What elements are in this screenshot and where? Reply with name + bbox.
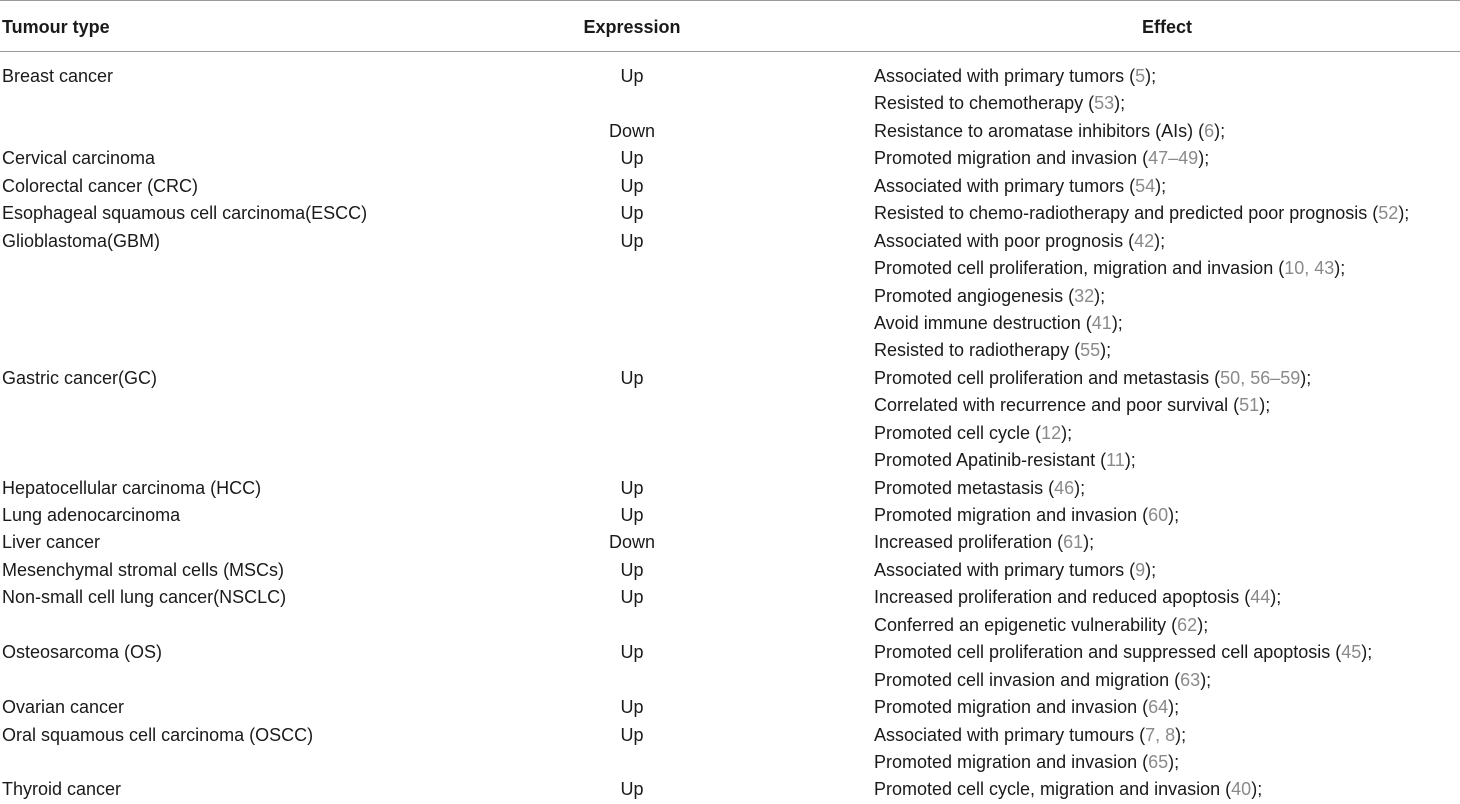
effect-text-end: ); xyxy=(1361,642,1373,663)
cell-expression: Up xyxy=(620,642,644,663)
effect-text-end: ); xyxy=(1074,477,1086,498)
effect-text-end: ); xyxy=(1300,367,1312,388)
table-row xyxy=(0,776,1460,803)
cell-effect xyxy=(874,255,1345,282)
effect-text: Conferred an epigenetic vulnerability ( xyxy=(874,614,1178,635)
effect-text: Associated with poor prognosis ( xyxy=(874,230,1135,251)
effect-text: Promoted cell cycle ( xyxy=(874,422,1042,443)
table-row xyxy=(0,118,1460,145)
cell-expression: Up xyxy=(620,477,644,498)
cell-tumour-type: Ovarian cancer xyxy=(2,697,125,718)
effect-text-end: ); xyxy=(1154,230,1166,251)
cell-expression: Up xyxy=(620,724,644,745)
table-row xyxy=(0,667,1460,694)
effect-text: Promoted migration and invasion ( xyxy=(874,505,1149,525)
effect-text-end: ); xyxy=(1251,779,1263,800)
cell-tumour-type: Breast cancer xyxy=(2,66,114,86)
cell-effect xyxy=(874,145,1209,172)
table-row xyxy=(0,63,1460,90)
table-row xyxy=(0,90,1460,117)
effect-text-end: ); xyxy=(1197,614,1209,635)
effect-text: Resisted to chemo-radiotherapy and predicted poor prognosis ( xyxy=(874,203,1379,224)
cell-effect xyxy=(874,228,1165,255)
reference-link[interactable]: 32 xyxy=(1074,285,1095,306)
effect-text-end: ); xyxy=(1259,395,1271,416)
reference-link[interactable]: 53 xyxy=(1094,93,1115,114)
reference-link[interactable]: 65 xyxy=(1148,751,1169,772)
effect-text-end: ); xyxy=(1111,312,1123,333)
reference-link[interactable]: 10, 43 xyxy=(1284,258,1335,279)
cell-effect xyxy=(874,475,1085,502)
effect-text-end: ); xyxy=(1175,724,1187,745)
cell-effect xyxy=(874,63,1156,90)
cell-effect xyxy=(874,447,1136,474)
reference-link[interactable]: 45 xyxy=(1341,642,1362,663)
reference-link[interactable]: 5 xyxy=(1135,66,1146,86)
effect-text: Promoted cell invasion and migration ( xyxy=(874,669,1181,690)
effect-text-end: ); xyxy=(1061,422,1073,443)
table-row xyxy=(0,584,1460,611)
cell-tumour-type: Liver cancer xyxy=(2,532,101,553)
effect-text: Resistance to aromatase inhibitors (AIs) ( xyxy=(874,120,1205,141)
effect-text-end: ); xyxy=(1155,175,1167,196)
cell-effect xyxy=(874,749,1179,776)
cell-effect xyxy=(874,722,1186,749)
cell-expression: Up xyxy=(620,559,644,580)
reference-link[interactable]: 52 xyxy=(1378,203,1399,224)
reference-link[interactable]: 42 xyxy=(1134,230,1155,251)
effect-text: Promoted cell proliferation, migration and invasion ( xyxy=(874,258,1285,279)
cell-effect xyxy=(874,776,1262,803)
table-row xyxy=(0,447,1460,474)
effect-text: Resisted to chemotherapy ( xyxy=(874,93,1095,114)
cell-expression: Up xyxy=(620,175,644,196)
cell-expression: Up xyxy=(620,148,644,169)
cell-effect xyxy=(874,667,1211,694)
effect-text-end: ); xyxy=(1168,505,1180,525)
cell-effect xyxy=(874,612,1208,639)
table-row xyxy=(0,475,1460,502)
cell-tumour-type: Osteosarcoma (OS) xyxy=(2,642,163,663)
cell-expression: Down xyxy=(608,120,656,141)
cell-tumour-type: Colorectal cancer (CRC) xyxy=(2,175,199,196)
table-row xyxy=(0,557,1460,584)
table-body xyxy=(0,63,1460,804)
effect-text-end: ); xyxy=(1334,258,1346,279)
effect-text-end: ); xyxy=(1198,148,1210,169)
cell-effect xyxy=(874,200,1409,227)
cell-tumour-type: Mesenchymal stromal cells (MSCs) xyxy=(2,559,285,580)
table-row xyxy=(0,502,1460,529)
effect-text: Associated with primary tumors ( xyxy=(874,559,1136,580)
effect-text-end: ); xyxy=(1094,285,1106,306)
effect-text: Promoted Apatinib-resistant ( xyxy=(874,450,1107,471)
table-row xyxy=(0,337,1460,364)
reference-link[interactable]: 11 xyxy=(1106,450,1125,471)
cell-expression: Down xyxy=(608,532,656,553)
cell-tumour-type: Cervical carcinoma xyxy=(2,148,156,169)
effect-text: Promoted cell cycle, migration and invasion ( xyxy=(874,779,1232,800)
reference-link[interactable]: 50, 56–59 xyxy=(1220,367,1301,388)
cell-effect xyxy=(874,392,1270,419)
cell-effect xyxy=(874,502,1179,529)
reference-link[interactable]: 63 xyxy=(1180,669,1201,690)
reference-link[interactable]: 61 xyxy=(1063,532,1084,553)
table-row xyxy=(0,228,1460,255)
reference-link[interactable]: 6 xyxy=(1204,120,1215,141)
table-row xyxy=(0,173,1460,200)
table-row xyxy=(0,694,1460,721)
cell-expression: Up xyxy=(620,367,644,388)
cell-tumour-type: Gastric cancer(GC) xyxy=(2,367,158,388)
reference-link[interactable]: 7, 8 xyxy=(1145,724,1176,745)
reference-link[interactable]: 51 xyxy=(1239,395,1260,416)
header-tumour-type: Tumour type xyxy=(2,17,110,37)
table-row xyxy=(0,420,1460,447)
effect-text-end: ); xyxy=(1168,751,1180,772)
effect-text: Promoted migration and invasion ( xyxy=(874,751,1149,772)
effect-text-end: ); xyxy=(1398,203,1410,224)
effect-text: Promoted migration and invasion ( xyxy=(874,148,1149,169)
effect-text-end: ); xyxy=(1214,120,1226,141)
header-effect: Effect xyxy=(1141,17,1192,37)
cell-expression: Up xyxy=(620,505,644,525)
effect-text-end: ); xyxy=(1083,532,1095,553)
cell-effect xyxy=(874,694,1179,721)
table-row xyxy=(0,639,1460,666)
reference-link[interactable]: 47–49 xyxy=(1148,148,1199,169)
cell-effect xyxy=(874,283,1105,310)
effect-text: Resisted to radiotherapy ( xyxy=(874,340,1081,361)
table-header-rule xyxy=(0,51,1460,52)
effect-text: Promoted migration and invasion ( xyxy=(874,697,1149,718)
reference-link[interactable]: 12 xyxy=(1041,422,1062,443)
effect-text-end: ); xyxy=(1124,450,1136,471)
cell-effect xyxy=(874,584,1281,611)
header-expression: Expression xyxy=(583,17,681,37)
table-row xyxy=(0,612,1460,639)
cell-effect xyxy=(874,118,1225,145)
effect-text-end: ); xyxy=(1145,559,1157,580)
reference-link[interactable]: 62 xyxy=(1177,614,1198,635)
cell-tumour-type: Esophageal squamous cell carcinoma(ESCC) xyxy=(2,203,368,224)
reference-link[interactable]: 46 xyxy=(1054,477,1075,498)
effect-text: Avoid immune destruction ( xyxy=(874,312,1092,333)
cell-expression: Up xyxy=(620,587,644,608)
cell-expression: Up xyxy=(620,697,644,718)
table-row xyxy=(0,145,1460,172)
effect-text: Promoted metastasis ( xyxy=(874,477,1055,498)
cell-tumour-type: Non-small cell lung cancer(NSCLC) xyxy=(2,587,287,608)
cell-effect xyxy=(874,639,1372,666)
reference-link[interactable]: 41 xyxy=(1091,312,1112,333)
reference-link[interactable]: 44 xyxy=(1250,587,1271,608)
reference-link[interactable]: 9 xyxy=(1135,559,1146,580)
effect-text: Correlated with recurrence and poor survival ( xyxy=(874,395,1240,416)
cell-effect xyxy=(874,420,1072,447)
effect-text-end: ); xyxy=(1114,93,1126,114)
cell-expression: Up xyxy=(620,66,644,86)
cell-effect xyxy=(874,90,1125,117)
cell-expression: Up xyxy=(620,779,644,800)
cell-effect xyxy=(874,310,1123,337)
table-row xyxy=(0,365,1460,392)
effect-text: Associated with primary tumors ( xyxy=(874,66,1136,86)
cell-tumour-type: Thyroid cancer xyxy=(2,779,122,800)
cell-tumour-type: Lung adenocarcinoma xyxy=(2,505,181,525)
table-row xyxy=(0,722,1460,749)
cell-effect xyxy=(874,529,1094,556)
effect-text-end: ); xyxy=(1145,66,1157,86)
effect-text-end: ); xyxy=(1100,340,1112,361)
effect-text: Increased proliferation ( xyxy=(874,532,1064,553)
effect-text-end: ); xyxy=(1168,697,1180,718)
effect-text: Promoted cell proliferation and metastasis ( xyxy=(874,367,1221,388)
table-row xyxy=(0,255,1460,282)
table-row xyxy=(0,310,1460,337)
reference-link[interactable]: 60 xyxy=(1148,505,1169,525)
cell-effect xyxy=(874,365,1311,392)
table-header-row xyxy=(0,0,1460,51)
effect-text-end: ); xyxy=(1270,587,1282,608)
cell-tumour-type: Oral squamous cell carcinoma (OSCC) xyxy=(2,724,314,745)
reference-link[interactable]: 40 xyxy=(1231,779,1252,800)
effect-text: Promoted angiogenesis ( xyxy=(874,285,1075,306)
cell-effect xyxy=(874,557,1156,584)
reference-link[interactable]: 64 xyxy=(1148,697,1169,718)
table-row xyxy=(0,529,1460,556)
table-row xyxy=(0,392,1460,419)
table-row xyxy=(0,283,1460,310)
effect-text: Associated with primary tumours ( xyxy=(874,724,1146,745)
table-row xyxy=(0,200,1460,227)
cell-tumour-type: Glioblastoma(GBM) xyxy=(2,230,161,251)
cell-tumour-type: Hepatocellular carcinoma (HCC) xyxy=(2,477,262,498)
cell-effect xyxy=(874,173,1166,200)
effect-text: Promoted cell proliferation and suppressed cell apoptosis ( xyxy=(874,642,1342,663)
effect-text: Increased proliferation and reduced apoptosis ( xyxy=(874,587,1251,608)
effect-text-end: ); xyxy=(1200,669,1212,690)
cell-effect xyxy=(874,337,1111,364)
reference-link[interactable]: 55 xyxy=(1080,340,1101,361)
cell-expression: Up xyxy=(620,230,644,251)
reference-link[interactable]: 54 xyxy=(1135,175,1156,196)
table-row xyxy=(0,749,1460,776)
cell-expression: Up xyxy=(620,203,644,224)
effect-text: Associated with primary tumors ( xyxy=(874,175,1136,196)
